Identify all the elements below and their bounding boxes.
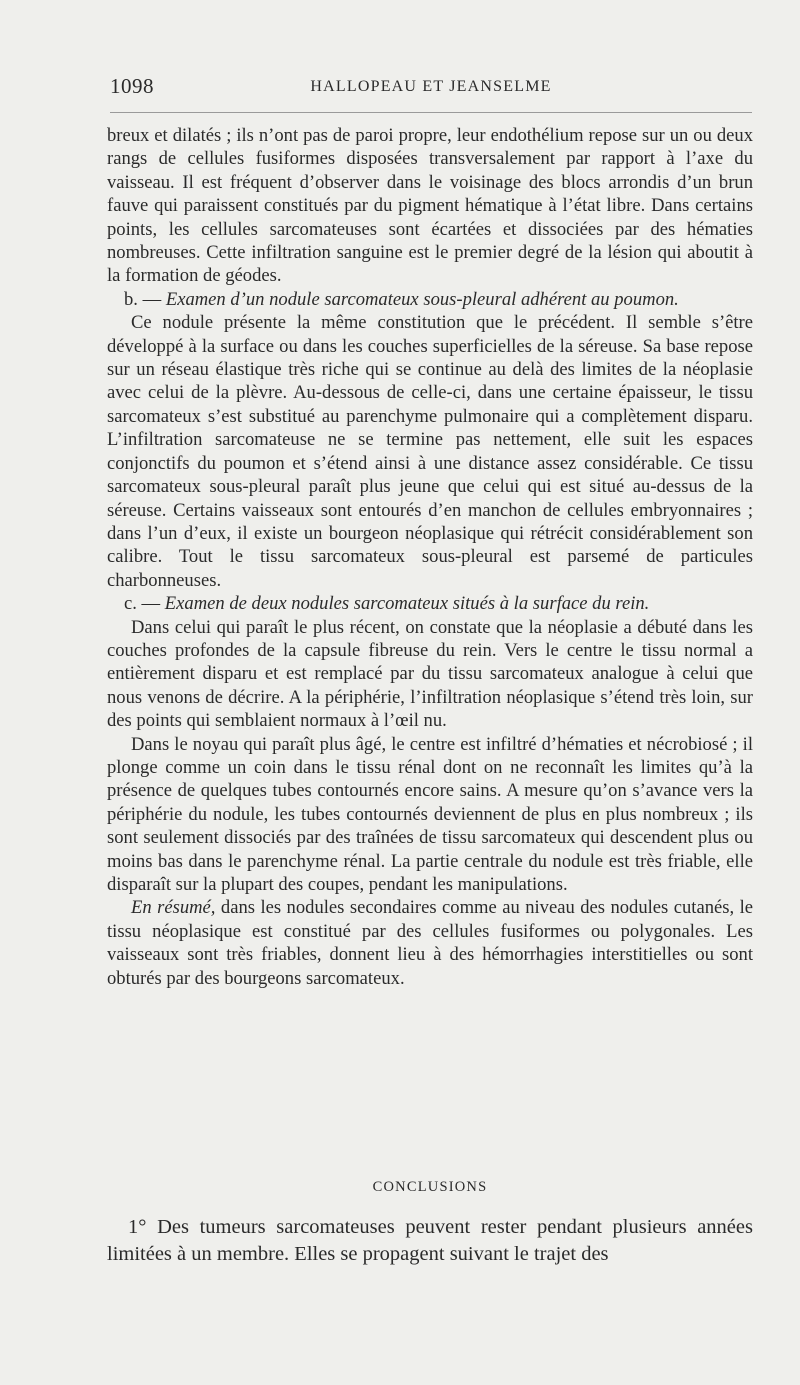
paragraph-continuation: breux et dilatés ; ils n’ont pas de paroi propre, leur endothélium repose sur un ou deux rangs de cellules fusiformes disposées transversalement par rapport à l’axe du vaisseau. Il est fréquent d’observer dans le voisinage des blocs arrondis d’un brun fauve qui paraissent constitués par du pigment hématique à l’état libre. Dans certains points, les cellules sarcomateuses sont écartées et dissociées par des hématies nombreuses. Cette infiltration sanguine est le premier degré de la lésion qui aboutit à la formation de géodes. (107, 125, 753, 287)
page-number: 1098 (110, 74, 154, 98)
subsection-heading-b (107, 288, 753, 311)
section-title: CONCLUSIONS (372, 1179, 488, 1195)
subsection-label: b. — (124, 288, 166, 310)
running-title: HALLOPEAU ET JEANSELME (310, 78, 552, 95)
paragraph-nodule-pleural: Ce nodule présente la même constitution que le précédent. Il semble s’être développé à la surface ou dans les couches superficielles de la séreuse. Sa base repose sur un réseau élastique très riche qui se continue au delà des limites de la néoplasie avec celui de la plèvre. Au-dessous de celle-ci, dans une certaine épaisseur, le tissu sarcomateux s’est substitué au parenchyme pulmonaire qui a complètement disparu. L’infiltration sarcomateuse ne se termine pas nettement, elle suit les espaces conjonctifs du poumon et s’étend ainsi à une distance assez considérable. Ce tissu sarcomateux sous-pleural paraît plus jeune que celui qui est situé au-dessus de la séreuse. Certains vaisseaux sont entourés d’en manchon de cellules embryonnaires ; dans l’un d’eux, il existe un bourgeon néoplasique qui rétrécit considérablement son calibre. Tout le tissu sarcomateux sous-pleural est parsemé de particules charbonneuses. (107, 312, 753, 591)
header-rule (110, 112, 752, 113)
subsection-label: c. — (124, 593, 165, 615)
paragraph-kidney-older: Dans le noyau qui paraît plus âgé, le centre est infiltré d’hématies et nécrobiosé ; il plonge comme un coin dans le tissu rénal dont on ne reconnaît les limites qu’à la présence de quelques tubes contournés encore sains. A mesure qu’on s’avance vers la périphérie du nodule, les tubes contournés deviennent de plus en plus nombreux ; ils sont seulement dissociés par des traînées de tissu sarcomateux qui descendent plus ou moins bas dans le parenchyme rénal. La partie centrale du nodule est très friable, elle disparaît sur la plupart des coupes, pendant les manipulations. (107, 733, 753, 895)
subsection-heading-c (107, 592, 753, 615)
page-header (110, 74, 752, 104)
body-text (107, 124, 753, 990)
summary-text: dans les nodules secondaires comme au niveau des nodules cutanés, le tissu néoplasique est constitué par des cellules fusiformes ou polygonales. Les vaisseaux sont très friables, donnent lieu à des hémorrhagies interstitielles ou sont obturés par des bourgeons sarcomateux. (107, 897, 754, 989)
subsection-title: Examen d’un nodule sarcomateux sous-pleural adhérent au poumon. (165, 288, 679, 310)
paragraph-kidney-recent: Dans celui qui paraît le plus récent, on constate que la néoplasie a débuté dans les couches profondes de la capsule fibreuse du rein. Vers le centre le tissu normal a entièrement disparu et est remplacé par du tissu sarcomateux analogue à celui que nous venons de décrire. A la périphérie, l’infiltration néoplasique s’étend très loin, sur des points qui semblaient normaux à l’œil nu. (107, 616, 753, 732)
conclusion-point-1: 1° Des tumeurs sarcomateuses peuvent rester pendant plusieurs années limitées à un membre. Elles se propagent suivant le trajet des (107, 1216, 753, 1265)
summary-lead: En résumé, (131, 897, 216, 919)
paragraph-summary (107, 896, 753, 990)
conclusions-text (107, 1214, 753, 1268)
subsection-title: Examen de deux nodules sarcomateux situés à la surface du rein. (164, 593, 650, 615)
